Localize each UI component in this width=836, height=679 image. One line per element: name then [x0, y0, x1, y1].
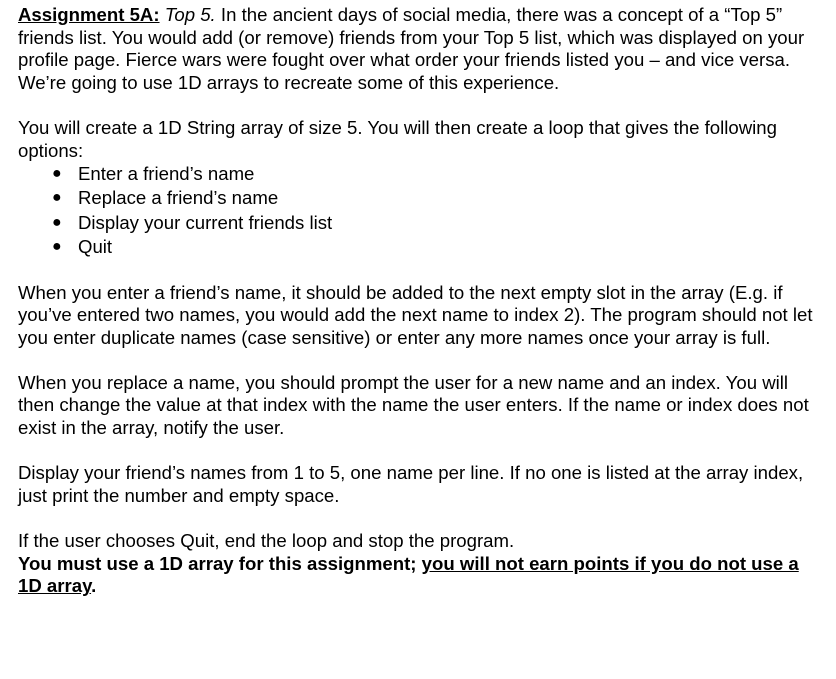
requirement-bold: You must use a 1D array for this assignment; — [18, 552, 422, 574]
bullet-icon: ● — [52, 165, 62, 183]
assignment-document — [18, 4, 818, 598]
list-item — [52, 211, 818, 235]
list-item — [52, 162, 818, 186]
list-item — [52, 186, 818, 210]
option-label: Replace a friend’s name — [78, 187, 279, 209]
option-label: Quit — [78, 235, 113, 257]
bullet-icon: ● — [52, 189, 62, 207]
options-list — [18, 162, 818, 259]
enter-paragraph: When you enter a friend’s name, it should be added to the next empty slot in the array (E.g. if you’ve entered two names, you would add the next name to index 2). The program should not let you enter duplicate names (case sensitive) or enter any more names once your array is full. — [18, 281, 813, 348]
requirement-underlined: you will not earn points if you do not use a 1D array — [18, 552, 799, 597]
assignment-name: Top 5. — [164, 4, 216, 25]
list-item — [52, 235, 818, 259]
assignment-label: Assignment 5A: — [18, 4, 160, 25]
replace-paragraph: When you replace a name, you should prompt the user for a new name and an index. You will then change the value at that index with the name the user enters. If the name or index does not exist in the array, notify the user. — [18, 371, 809, 439]
bullet-icon: ● — [52, 213, 62, 231]
bullet-icon: ● — [52, 237, 62, 255]
setup-paragraph: You will create a 1D String array of size 5. You will then create a loop that gives the following options: — [18, 116, 777, 161]
option-label: Enter a friend’s name — [78, 163, 255, 185]
display-paragraph: Display your friend’s names from 1 to 5, one name per line. If no one is listed at the array index, just print the number and empty space. — [18, 462, 804, 506]
closing-paragraph — [18, 530, 818, 598]
intro-paragraph — [18, 4, 818, 94]
quit-line: If the user chooses Quit, end the loop and stop the program. — [18, 530, 515, 552]
intro-text: In the ancient days of social media, there was a concept of a “Top 5” friends list. You would add (or remove) friends from your Top 5 list, which was displayed on your profile page. Fierce wars were fought over what order your friends listed you – and vice versa. We’re going to use 1D arrays to recreate some of this experience. — [18, 4, 805, 93]
requirement-end: . — [91, 575, 97, 597]
option-label: Display your current friends list — [78, 211, 333, 233]
